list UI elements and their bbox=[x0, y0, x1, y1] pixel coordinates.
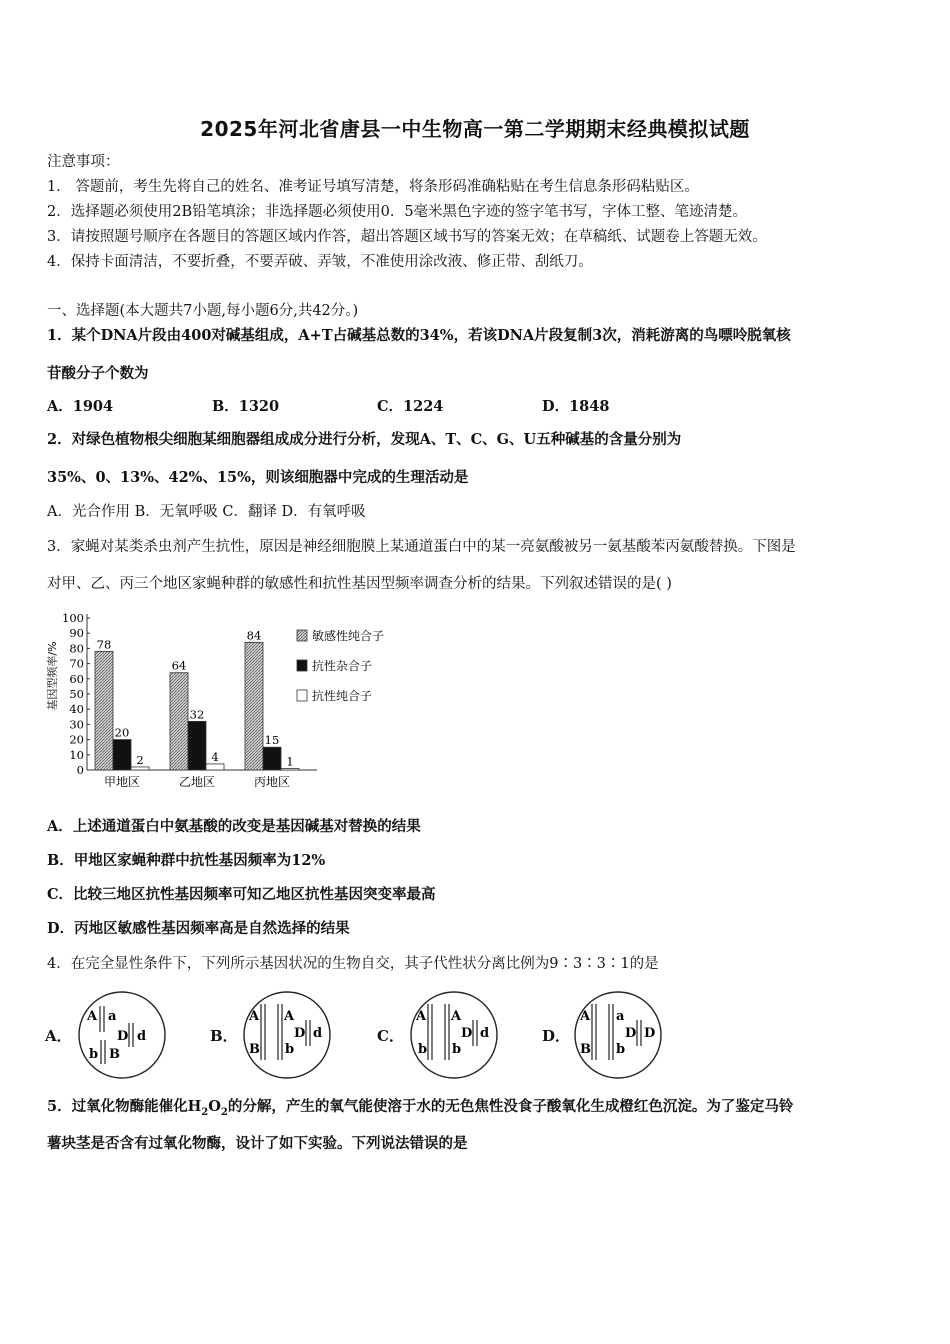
chart-data-label: 1 bbox=[286, 754, 294, 769]
q1-option-b: B．1320 bbox=[212, 398, 280, 415]
q1-stem-line2: 苷酸分子个数为 bbox=[47, 365, 149, 382]
chart-data-label: 4 bbox=[211, 749, 219, 764]
q4-options bbox=[45, 985, 745, 1085]
chart-ytick-label: 0 bbox=[76, 763, 84, 777]
q3-option-b: B．甲地区家蝇种群中抗性基因频率为12% bbox=[47, 852, 326, 869]
notice-item-2: 2．选择题必须使用2B铅笔填涂；非选择题必须使用0．5毫米黑色字迹的签字笔书写，字体工整、笔迹清楚。 bbox=[47, 204, 748, 220]
q3-option-d: D．丙地区敏感性基因频率高是自然选择的结果 bbox=[47, 920, 350, 937]
chart-ytick-label: 30 bbox=[69, 717, 84, 732]
chart-legend-swatch bbox=[297, 630, 307, 641]
chart-data-label: 20 bbox=[114, 725, 130, 740]
chart-bar bbox=[188, 721, 206, 770]
chart-legend-swatch bbox=[297, 690, 307, 701]
q4-c-gene-4: b bbox=[452, 1042, 462, 1057]
q1-option-c: C．1224 bbox=[377, 398, 444, 415]
q4-d-gene-5: D bbox=[625, 1026, 637, 1041]
q2-stem-line1: 2．对绿色植物根尖细胞某细胞器组成成分进行分析，发现A、T、C、G、U五种碱基的含量分别为 bbox=[47, 431, 682, 448]
q5-text-o: O bbox=[208, 1098, 221, 1115]
chart-data-label: 78 bbox=[96, 637, 112, 652]
chart-ytick-label: 20 bbox=[69, 732, 84, 747]
chart-bar bbox=[131, 767, 149, 770]
q4-option-d-label: D． bbox=[542, 1027, 571, 1045]
q4-b-gene-4: b bbox=[285, 1042, 295, 1057]
q4-a-gene-4: B bbox=[109, 1047, 120, 1062]
q4-option-c-cell bbox=[409, 990, 499, 1080]
notice-item-3: 3．请按照题号顺序在各题目的答题区域内作答，超出答题区域书写的答案无效；在草稿纸、试题卷上答题无效。 bbox=[47, 229, 767, 245]
q4-d-gene-4: b bbox=[616, 1042, 626, 1057]
chart-ytick-label: 50 bbox=[69, 687, 84, 701]
q4-c-gene-6: d bbox=[480, 1026, 490, 1041]
q3-option-a: A．上述通道蛋白中氨基酸的改变是基因碱基对替换的结果 bbox=[47, 818, 421, 835]
notice-item-4: 4．保持卡面清洁，不要折叠，不要弄破、弄皱，不准使用涂改液、修正带、刮纸刀。 bbox=[47, 254, 593, 270]
q4-c-gene-5: D bbox=[461, 1026, 473, 1041]
chart-legend-swatch bbox=[297, 660, 307, 671]
q4-d-gene-1: A bbox=[580, 1009, 591, 1024]
chart-ytick-label: 70 bbox=[69, 656, 84, 671]
q1-option-d: D．1848 bbox=[542, 398, 610, 415]
genotype-frequency-chart bbox=[45, 606, 415, 791]
q4-option-a-cell bbox=[77, 990, 167, 1080]
chart-ylabel: 基因型频率/% bbox=[46, 641, 59, 711]
chart-category-label: 丙地区 bbox=[253, 775, 291, 789]
chart-legend-label: 抗性纯合子 bbox=[312, 689, 373, 703]
q5-stem-line1 bbox=[47, 1097, 793, 1123]
q3-stem-line1: 3．家蝇对某类杀虫剂产生抗性，原因是神经细胞膜上某通道蛋白中的某一亮氨酸被另一氨基酸苯丙氨酸替换。下图是 bbox=[47, 539, 796, 555]
q4-b-gene-6: d bbox=[313, 1026, 323, 1041]
q2-options: A．光合作用 B．无氧呼吸 C．翻译 D．有氧呼吸 bbox=[47, 504, 366, 520]
chart-data-label: 64 bbox=[171, 658, 187, 673]
chart-ytick-label: 60 bbox=[69, 671, 84, 686]
chart-data-label: 32 bbox=[189, 707, 205, 722]
exam-title: 2025年河北省唐县一中生物高一第二学期期末经典模拟试题 bbox=[200, 117, 750, 141]
q4-option-b-cell bbox=[242, 990, 332, 1080]
chart-bar bbox=[263, 747, 281, 770]
chart-ytick-label: 10 bbox=[69, 747, 84, 762]
q4-stem-text: 4．在完全显性条件下，下列所示基因状况的生物自交，其子代性状分离比例为9∶3∶3∶1的是 bbox=[47, 956, 659, 972]
q3-stem-line2: 对甲、乙、丙三个地区家蝇种群的敏感性和抗性基因型频率调查分析的结果。下列叙述错误的是( ) bbox=[47, 576, 672, 592]
chart-bar bbox=[170, 673, 188, 770]
q4-stem bbox=[47, 954, 659, 974]
q4-option-a-label: A． bbox=[45, 1027, 72, 1045]
q5-stem-line2: 薯块茎是否含有过氧化物酶，设计了如下实验。下列说法错误的是 bbox=[47, 1135, 468, 1152]
q4-b-gene-2: B bbox=[249, 1042, 260, 1057]
chart-legend-label: 抗性杂合子 bbox=[312, 659, 373, 673]
q4-option-d-cell bbox=[573, 990, 663, 1080]
q4-d-gene-3: a bbox=[616, 1009, 625, 1024]
q4-a-gene-2: a bbox=[108, 1009, 117, 1024]
q4-a-gene-3: b bbox=[89, 1047, 99, 1062]
chart-bar bbox=[95, 651, 113, 770]
chart-data-label: 84 bbox=[246, 628, 262, 643]
chart-bar bbox=[206, 764, 224, 770]
chart-data-label: 2 bbox=[136, 752, 144, 767]
chart-category-label: 甲地区 bbox=[103, 775, 141, 789]
notice-item-1: 1． 答题前，考生先将自己的姓名、准考证号填写清楚，将条形码准确粘贴在考生信息条形码粘贴区。 bbox=[47, 179, 699, 195]
chart-data-label: 15 bbox=[264, 733, 280, 748]
chart-ytick-label: 100 bbox=[62, 611, 84, 625]
q4-c-gene-2: b bbox=[418, 1042, 428, 1057]
section-heading: 一、选择题(本大题共7小题,每小题6分,共42分。) bbox=[47, 303, 359, 319]
q4-b-gene-1: A bbox=[249, 1009, 260, 1024]
q4-option-c-label: C． bbox=[377, 1027, 404, 1045]
q4-c-gene-3: A bbox=[451, 1009, 462, 1024]
q5-sub-2: 2 bbox=[220, 1106, 228, 1118]
chart-category-label: 乙地区 bbox=[178, 775, 216, 789]
q4-c-gene-1: A bbox=[416, 1009, 427, 1024]
chart-ytick-label: 90 bbox=[69, 626, 84, 641]
notice-heading: 注意事项： bbox=[47, 154, 120, 170]
chart-bar bbox=[281, 768, 299, 770]
q4-a-gene-5: D bbox=[117, 1029, 129, 1044]
chart-ytick-label: 80 bbox=[69, 641, 84, 656]
q5-text-b: 的分解，产生的氧气能使溶于水的无色焦性没食子酸氧化生成橙红色沉淀。为了鉴定马铃 bbox=[227, 1098, 794, 1115]
q4-d-gene-2: B bbox=[580, 1042, 591, 1057]
q1-stem-line1: 1．某个DNA片段由400对碱基组成，A+T占碱基总数的34%，若该DNA片段复制3次，消耗游离的鸟嘌呤脱氧核 bbox=[47, 327, 791, 344]
chart-legend-label: 敏感性纯合子 bbox=[312, 629, 385, 643]
q4-b-gene-5: D bbox=[294, 1026, 306, 1041]
q2-stem-line2: 35%、0、13%、42%、15%，则该细胞器中完成的生理活动是 bbox=[47, 469, 469, 486]
chart-ytick-label: 40 bbox=[69, 702, 84, 717]
chart-bar bbox=[113, 740, 131, 770]
q5-text-a: 5．过氧化物酶能催化H bbox=[47, 1098, 202, 1115]
q4-a-gene-1: A bbox=[87, 1009, 98, 1024]
q1-option-a: A．1904 bbox=[47, 398, 114, 415]
q4-d-gene-6: D bbox=[644, 1026, 656, 1041]
q4-b-gene-3: A bbox=[284, 1009, 295, 1024]
q3-option-c: C．比较三地区抗性基因频率可知乙地区抗性基因突变率最高 bbox=[47, 886, 436, 903]
q4-a-gene-6: d bbox=[137, 1029, 147, 1044]
q5-sub-1: 2 bbox=[201, 1106, 209, 1118]
chart-bar bbox=[245, 642, 263, 770]
q4-option-b-label: B． bbox=[210, 1027, 238, 1045]
